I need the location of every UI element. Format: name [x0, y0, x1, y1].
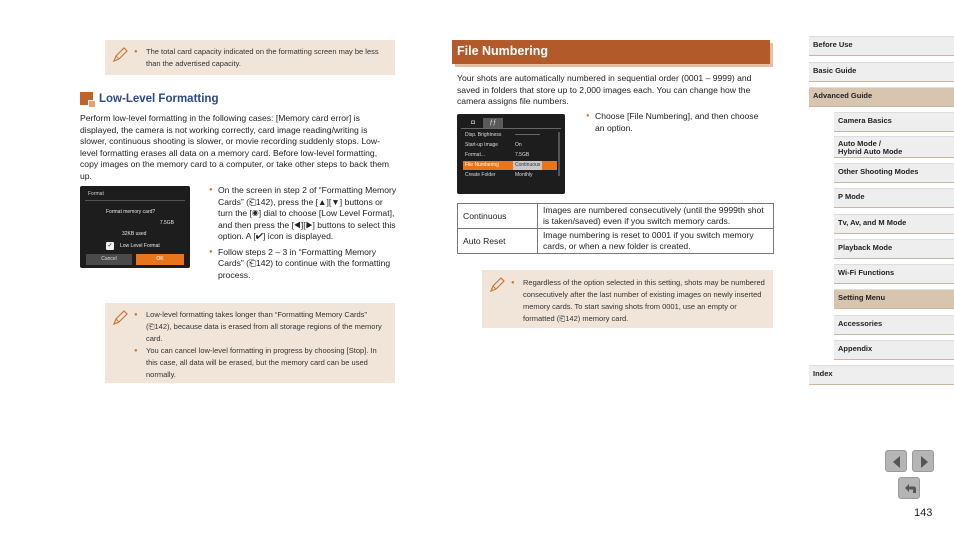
nav-before-use[interactable]: Before Use — [809, 36, 954, 56]
pencil-icon — [488, 276, 506, 294]
return-icon — [899, 478, 921, 500]
section-marker-icon — [80, 92, 93, 105]
file-numbering-title-bar — [452, 40, 770, 64]
nav-camera-basics[interactable]: Camera Basics — [834, 112, 954, 132]
nav-advanced-guide[interactable]: Advanced Guide — [809, 87, 954, 107]
nav-appendix[interactable]: Appendix — [834, 340, 954, 360]
menu-row: Start-up Image On — [465, 142, 522, 148]
file-numbering-steps — [586, 111, 766, 138]
low-level-notes — [105, 303, 395, 383]
table-cell-option: Auto Reset — [458, 229, 538, 254]
menu-divider — [461, 128, 561, 129]
screen-capacity: 7.5GB — [159, 220, 174, 226]
step-item: ● Follow steps 2 – 3 in “Formatting Memory Cards” (⎗142) to continue with the formatting process. — [209, 247, 399, 282]
file-numbering-table — [457, 203, 774, 254]
nav-index[interactable]: Index — [809, 365, 954, 385]
table-cell-option: Continuous — [458, 204, 538, 229]
nav-accessories[interactable]: Accessories — [834, 315, 954, 335]
next-page-button[interactable] — [912, 450, 934, 472]
table-cell-description: Image numbering is reset to 0001 if you switch memory cards, or when a new folder is created. — [538, 229, 774, 254]
menu-row: Format... 7.5GB — [465, 152, 530, 158]
pencil-icon — [111, 46, 129, 64]
table-cell-description: Images are numbered consecutively (until the 9999th shot is taken/saved) even if you switch memory cards. — [538, 204, 774, 229]
screen-question: Format memory card? — [106, 209, 156, 215]
file-numbering-intro: Your shots are automatically numbered in sequential order (0001 – 9999) and saved in folders that store up to 2,000 images each. You can change how the camera assigns file numbers. — [457, 73, 752, 106]
nav-tv-av-m-mode[interactable]: Tv, Av, and M Mode — [834, 214, 954, 234]
step-item: ● Choose [File Numbering], and then choose an option. — [586, 111, 766, 134]
format-screen-image — [80, 186, 190, 268]
page-number: 143 — [914, 507, 933, 519]
low-level-formatting-heading: Low-Level Formatting — [80, 92, 218, 105]
section-title: File Numbering — [457, 44, 548, 58]
back-button[interactable] — [898, 477, 920, 499]
screen-divider — [85, 200, 185, 201]
menu-scrollbar — [558, 132, 560, 176]
table-row — [458, 229, 774, 254]
screen-ok-button: OK — [136, 254, 184, 265]
note-item: ● The total card capacity indicated on the formatting screen may be less than the advertised capacity. — [134, 46, 387, 70]
arrow-right-icon — [913, 451, 935, 473]
nav-basic-guide[interactable]: Basic Guide — [809, 62, 954, 82]
step-item: ● On the screen in step 2 of “Formatting Memory Cards” (⎗142), press the [▲][▼] buttons or turn the [◉] dial to choose [Low Level Format], and then press the [◀][▶] buttons to select this option. A [✔] icon is displayed. — [209, 185, 399, 243]
previous-page-button[interactable] — [885, 450, 907, 472]
screen-used: 32KB used — [122, 231, 147, 237]
nav-wifi-functions[interactable]: Wi-Fi Functions — [834, 264, 954, 284]
screen-title: Format — [88, 191, 104, 197]
pencil-icon — [111, 309, 129, 327]
note-item: ● Regardless of the option selected in this setting, shots may be numbered consecutively after the last number of existing images on newly inserted memory cards. To start saving shots from 0001, use an empty or formatted (⎗142) memory card. — [511, 277, 765, 325]
low-level-steps — [209, 185, 399, 285]
file-numbering-note — [482, 270, 773, 328]
setup-tab-icon: ƒƒ — [483, 118, 503, 128]
screen-checkbox-label: Low Level Format — [120, 243, 160, 249]
menu-row: Disp. Brightness ————— — [465, 132, 540, 138]
capacity-note — [105, 40, 395, 75]
arrow-left-icon — [886, 451, 908, 473]
nav-playback-mode[interactable]: Playback Mode — [834, 239, 954, 259]
screen-cancel-button: Cancel — [86, 254, 132, 265]
note-item: ● You can cancel low-level formatting in progress by choosing [Stop]. In this case, all data will be erased, but the memory card can be used normally. — [134, 345, 387, 381]
note-item: ● Low-level formatting takes longer than “Formatting Memory Cards” (⎗142), because data is erased from all storage regions of the memory card. — [134, 309, 387, 345]
camera-tab-icon: ◘ — [471, 120, 475, 126]
file-numbering-menu-image — [457, 114, 565, 194]
nav-auto-mode[interactable]: Auto Mode / Hybrid Auto Mode — [834, 136, 954, 158]
nav-setting-menu[interactable]: Setting Menu — [834, 289, 954, 309]
menu-row-selected: File Numbering Continuous — [463, 161, 557, 170]
table-row — [458, 204, 774, 229]
nav-other-shooting-modes[interactable]: Other Shooting Modes — [834, 163, 954, 183]
nav-p-mode[interactable]: P Mode — [834, 188, 954, 208]
low-level-paragraph: Perform low-level formatting in the following cases: [Memory card error] is displayed, the camera is not working correctly, card image reading/writing is slower, continuous shooting is slower, or movie recording suddenly stops. Low-level formatting erases all data on a memory card. Before low-level formatting, copy images on the memory card to a computer, or take other steps to back them up. — [80, 113, 390, 181]
checkbox-icon: ✓ — [107, 243, 113, 249]
menu-row: Create Folder Monthly — [465, 172, 533, 178]
